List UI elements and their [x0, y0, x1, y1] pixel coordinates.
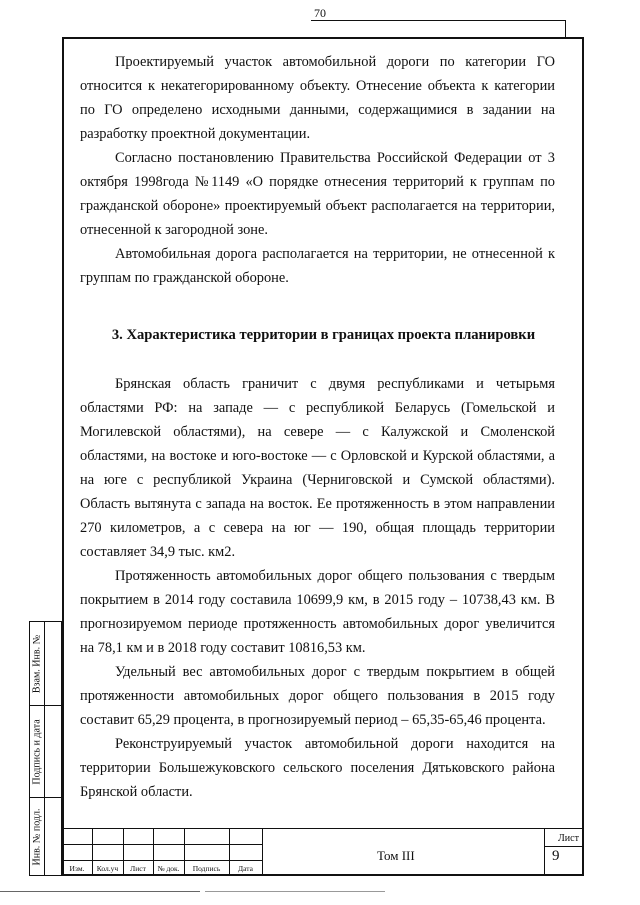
bottom-rule: [0, 891, 200, 892]
paragraph: Реконструируемый участок автомобильной дороги находится на территории Большежуковского сельского поселения Дятьковского района Брянской области.: [80, 736, 555, 800]
stamp-cell-vzam: [29, 621, 62, 706]
stamp-cell-podpis: [29, 705, 62, 798]
sheet-label: Лист: [558, 833, 579, 844]
title-block-grid: [62, 828, 262, 876]
paragraph: Проектируемый участок автомобильной дороги по категории ГО относится к некатегорированному объекту. Отнесение объекта к категории по ГО определено исходными данными, содержащимися в задании на разработку проектной документации.: [80, 54, 555, 142]
top-tick: [565, 20, 566, 38]
stamp-label-inv: Инв. № подл.: [31, 808, 43, 865]
sheet-number: 9: [552, 848, 560, 864]
paragraph: Удельный вес автомобильных дорог с твердым покрытием в общей протяженности автомобильных дорог общего пользования в 2015 году составит 65,29 процента, в прогнозируемый период – 65,35-65,46 процента.: [80, 664, 555, 728]
column-doc: № док.: [157, 864, 180, 873]
paragraph: Автомобильная дорога располагается на территории, не отнесенной к группам по гражданской обороне.: [80, 246, 555, 286]
column-izm: Изм.: [69, 864, 85, 873]
bottom-rule-2: [205, 891, 385, 892]
title-block: [62, 828, 584, 876]
stamp-label-vzam: Взам. Инв. №: [31, 634, 43, 693]
column-podpis: Подпись: [192, 864, 221, 873]
column-data: Дата: [238, 864, 253, 873]
left-stamp: [29, 621, 62, 876]
paragraph: Согласно постановлению Правительства Российской Федерации от 3 октября 1998года №1149 «О порядке отнесения территорий к группам по гражданской обороне» проектируемый объект располагается на территории, отнесенной к загородной зоне.: [80, 150, 555, 238]
page-number: 70: [314, 6, 326, 20]
stamp-cell-inv: [29, 797, 62, 876]
paragraph: Протяженность автомобильных дорог общего пользования с твердым покрытием в 2014 году составила 10699,9 км, в 2015 году – 10738,43 км. В прогнозируемом периоде протяженность автомобильных дорог увеличится на 78,1 км и в 2018 году составит 10816,53 км.: [80, 568, 555, 656]
column-list: Лист: [130, 864, 146, 873]
document-body: [80, 50, 555, 804]
column-kol-uch: Кол.уч: [96, 864, 119, 873]
section-heading: 3. Характеристика территории в границах проекта планировки: [111, 327, 536, 343]
stamp-label-podpis: Подпись и дата: [31, 718, 43, 785]
tom-label: Том III: [377, 848, 415, 863]
top-rule: [311, 20, 566, 21]
paragraph: Брянская область граничит с двумя республиками и четырьмя областями РФ: на западе — с республикой Беларусь (Гомельской и Могилевской областями), на севере — с Калужской и Смоленской областями, на востоке и юго-востоке — с Орловской и Курской областями, а на юге с республикой Украина (Черниговской и Сумской областями). Область вытянута с запада на восток. Ее протяженность в этом направлении 270 километров, а с севера на юг — 190, общая площадь территории составляет 34,9 тыс. км2.: [80, 376, 555, 560]
